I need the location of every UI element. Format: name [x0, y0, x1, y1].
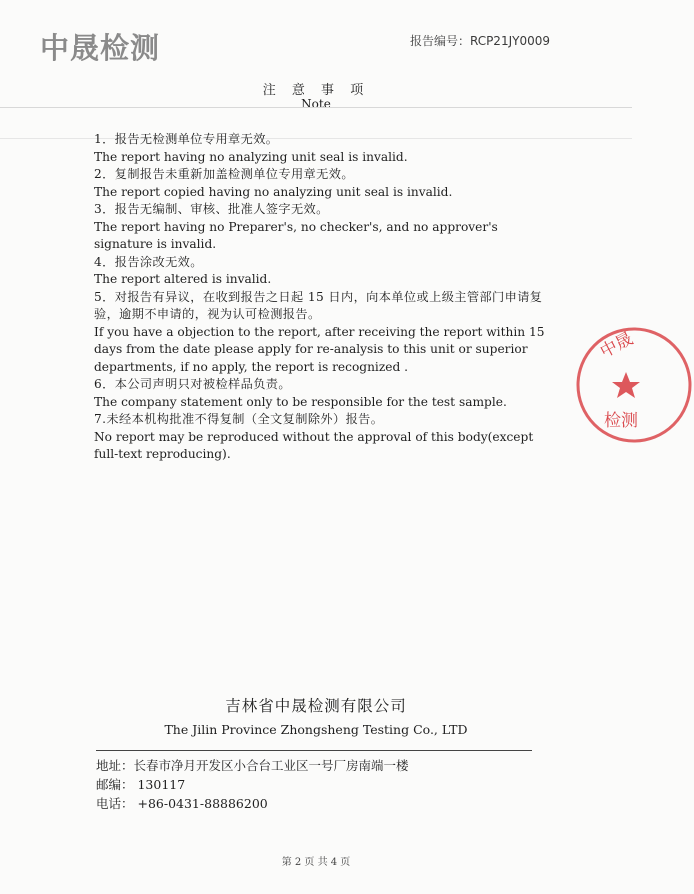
header-divider: [0, 107, 632, 108]
official-seal: [574, 320, 694, 450]
seal-top-text: 中晟: [596, 328, 637, 363]
seal-bottom-text: 检测: [604, 411, 638, 431]
company-logo: 中晟检测: [40, 31, 161, 65]
note-2-cn: 2．复制报告未重新加盖检测单位专用章无效。: [94, 167, 354, 181]
note-4-en: The report altered is invalid.: [94, 272, 272, 286]
notes-title-en: Note: [301, 97, 331, 111]
note-4-cn: 4．报告涂改无效。: [94, 254, 203, 269]
notes-list: [94, 131, 560, 464]
note-3-cn: 3．报告无编制、审核、批准人签字无效。: [94, 202, 329, 216]
note-1-en: The report having no analyzing unit seal is invalid.: [94, 149, 408, 164]
footer-divider: [96, 750, 532, 751]
note-6-en: The company statement only to be responsible for the test sample.: [94, 394, 507, 409]
note-1-cn: 1．报告无检测单位专用章无效。: [94, 132, 279, 146]
note-7-en: No report may be reproduced without the approval of this body(except full-text reproducing).: [94, 429, 534, 461]
note-5-en: If you have a objection to the report, after receiving the report within 15 days from the date please apply for re-analysis to this unit or superior departments, if no apply, the report is recognized .: [94, 324, 545, 374]
note-7-cn: 7.未经本机构批准不得复制（全文复制除外）报告。: [94, 412, 384, 426]
company-name-en: The Jilin Province Zhongsheng Testing Co., LTD: [164, 722, 468, 737]
contact-block: [96, 756, 409, 813]
page-number: 第 2 页 共 4 页: [281, 857, 351, 868]
note-3-en: The report having no Preparer's, no checker's, and no approver's signature is invalid.: [94, 219, 498, 251]
contact-postcode: 邮编： 130117: [96, 777, 186, 792]
report-number: 报告编号：RCP21JY0009: [409, 34, 550, 48]
contact-phone: 电话： +86-0431-88886200: [96, 796, 268, 811]
note-5-cn: 5．对报告有异议，在收到报告之日起 15 日内，向本单位或上级主管部门申请复验，逾期不申请的，视为认可检测报告。: [94, 289, 543, 321]
notes-title-cn: 注 意 事 项: [262, 83, 370, 98]
note-6-cn: 6．本公司声明只对被检样品负责。: [94, 377, 291, 391]
note-2-en: The report copied having no analyzing unit seal is invalid.: [94, 184, 453, 199]
company-name-cn: 吉林省中晟检测有限公司: [225, 697, 407, 715]
contact-address: 地址：长春市净月开发区小合台工业区一号厂房南端一楼: [96, 758, 409, 773]
